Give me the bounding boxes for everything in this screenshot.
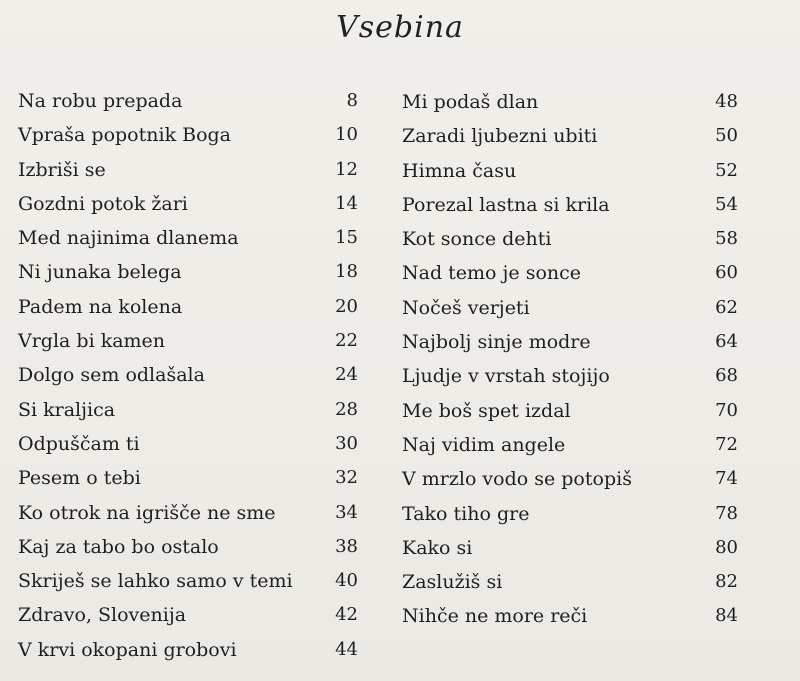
toc-column-left: [18, 84, 358, 667]
toc-entry: [18, 118, 358, 152]
toc-entry: [18, 290, 358, 324]
toc-entry-title: Porezal lastna si krila: [402, 193, 610, 216]
toc-entry: [402, 256, 738, 290]
toc-entry: [402, 394, 738, 428]
toc-entry-page: 14: [335, 192, 358, 214]
toc-entry-title: Izbriši se: [18, 158, 106, 181]
toc-entry-page: 52: [715, 159, 738, 181]
toc-entry-page: 28: [335, 398, 358, 420]
toc-entry-page: 72: [715, 433, 738, 455]
toc-entry: [402, 599, 738, 633]
toc-entry-page: 30: [335, 432, 358, 454]
toc-entry-title: Nad temo je sonce: [402, 262, 582, 285]
toc-entry-page: 12: [335, 158, 358, 180]
toc-entry: [18, 84, 358, 118]
toc-entry-page: 62: [715, 296, 738, 318]
toc-entry-page: 64: [715, 331, 738, 353]
toc-entry-page: 82: [715, 571, 738, 593]
toc-entry-page: 54: [715, 193, 738, 215]
toc-entry: [18, 633, 358, 667]
toc-entry-page: 34: [335, 501, 358, 523]
toc-entry: [402, 462, 738, 496]
toc-entry-page: 70: [715, 399, 738, 421]
toc-entry-page: 84: [715, 605, 738, 627]
toc-entry-title: Najbolj sinje modre: [402, 331, 591, 354]
toc-entry: [18, 598, 358, 632]
toc-entry: [18, 496, 358, 530]
toc-entry-title: V mrzlo vodo se potopiš: [402, 468, 632, 491]
toc-entry-page: 80: [715, 536, 738, 558]
toc-entry: [18, 461, 358, 495]
toc-entry-page: 20: [335, 295, 358, 317]
toc-entry-title: Kaj za tabo bo ostalo: [18, 535, 219, 558]
toc-entry: [18, 153, 358, 187]
toc-entry-title: Med najinima dlanema: [18, 227, 239, 250]
toc-entry-title: Vpraša popotnik Boga: [18, 124, 232, 147]
toc-entry: [18, 324, 358, 358]
toc-entry: [402, 222, 738, 256]
toc-entry-title: Ni junaka belega: [18, 261, 182, 284]
toc-entry: [402, 325, 738, 359]
toc-entry-page: 42: [335, 604, 358, 626]
page-title: Vsebina: [336, 10, 464, 45]
toc-entry-title: Kako si: [402, 536, 473, 559]
toc-entry: [402, 531, 738, 565]
toc-entry-title: Si kraljica: [18, 398, 116, 421]
toc-entry-title: Na robu prepada: [18, 90, 183, 112]
toc-entry-title: V krvi okopani grobovi: [18, 638, 237, 661]
toc-entry-title: Skriješ se lahko samo v temi: [18, 570, 293, 593]
toc-entry: [18, 427, 358, 461]
toc-entry: [402, 565, 738, 599]
toc-entry: [18, 564, 358, 598]
toc-entry-page: 8: [346, 90, 358, 111]
toc-entry: [18, 393, 358, 427]
toc-entry: [402, 291, 738, 325]
toc-entry-page: 68: [715, 365, 738, 387]
toc-entry: [18, 221, 358, 255]
toc-entry-title: Gozdni potok žari: [18, 192, 188, 215]
toc-entry-title: Me boš spet izdal: [402, 399, 571, 422]
toc-entry-page: 24: [335, 364, 358, 386]
toc-entry-page: 58: [715, 228, 738, 250]
toc-entry: [18, 187, 358, 221]
toc-entry: [402, 428, 738, 462]
toc-entry-title: Pesem o tebi: [18, 467, 141, 490]
toc-entry-title: Himna času: [402, 159, 517, 182]
toc-entry-page: 15: [335, 227, 358, 249]
toc-entry-page: 10: [335, 124, 358, 146]
toc-entry-title: Vrgla bi kamen: [18, 330, 166, 353]
toc-entry-page: 48: [715, 91, 738, 112]
toc-entry-title: Zaslužiš si: [402, 571, 503, 594]
toc-entry-title: Tako tiho gre: [402, 502, 530, 525]
toc-entry-title: Zaradi ljubezni ubiti: [402, 125, 598, 148]
toc-entry-page: 44: [335, 638, 358, 660]
toc-entry-page: 78: [715, 502, 738, 524]
toc-entry-title: Nihče ne more reči: [402, 605, 588, 628]
toc-entry-page: 60: [715, 262, 738, 284]
toc-entry-title: Nočeš verjeti: [402, 296, 530, 319]
toc-entry-title: Odpuščam ti: [18, 432, 140, 455]
toc-entry-title: Dolgo sem odlašala: [18, 364, 205, 387]
toc-entry-page: 50: [715, 125, 738, 147]
toc-entry-title: Zdravo, Slovenija: [18, 604, 187, 627]
toc-entry-page: 18: [335, 261, 358, 283]
toc-entry: [402, 85, 738, 119]
toc-entry-title: Ljudje v vrstah stojijo: [402, 365, 610, 388]
toc-column-right: [402, 85, 738, 634]
toc-entry: [402, 188, 738, 222]
toc-entry-title: Kot sonce dehti: [402, 228, 552, 251]
toc-entry-title: Ko otrok na igrišče ne sme: [18, 501, 276, 524]
toc-entry-page: 40: [335, 570, 358, 592]
toc-entry: [402, 119, 738, 153]
toc-entry-title: Naj vidim angele: [402, 433, 566, 456]
toc-entry-title: Mi podaš dlan: [402, 91, 539, 113]
toc-entry-page: 74: [715, 468, 738, 490]
toc-entry-page: 22: [335, 330, 358, 352]
toc-entry-page: 38: [335, 535, 358, 557]
toc-entry-title: Padem na kolena: [18, 295, 183, 318]
toc-entry: [18, 530, 358, 564]
toc-entry: [402, 497, 738, 531]
toc-entry: [402, 154, 738, 188]
toc-entry: [18, 358, 358, 392]
toc-entry-page: 32: [335, 467, 358, 489]
toc-entry: [402, 359, 738, 393]
toc-entry: [18, 255, 358, 289]
